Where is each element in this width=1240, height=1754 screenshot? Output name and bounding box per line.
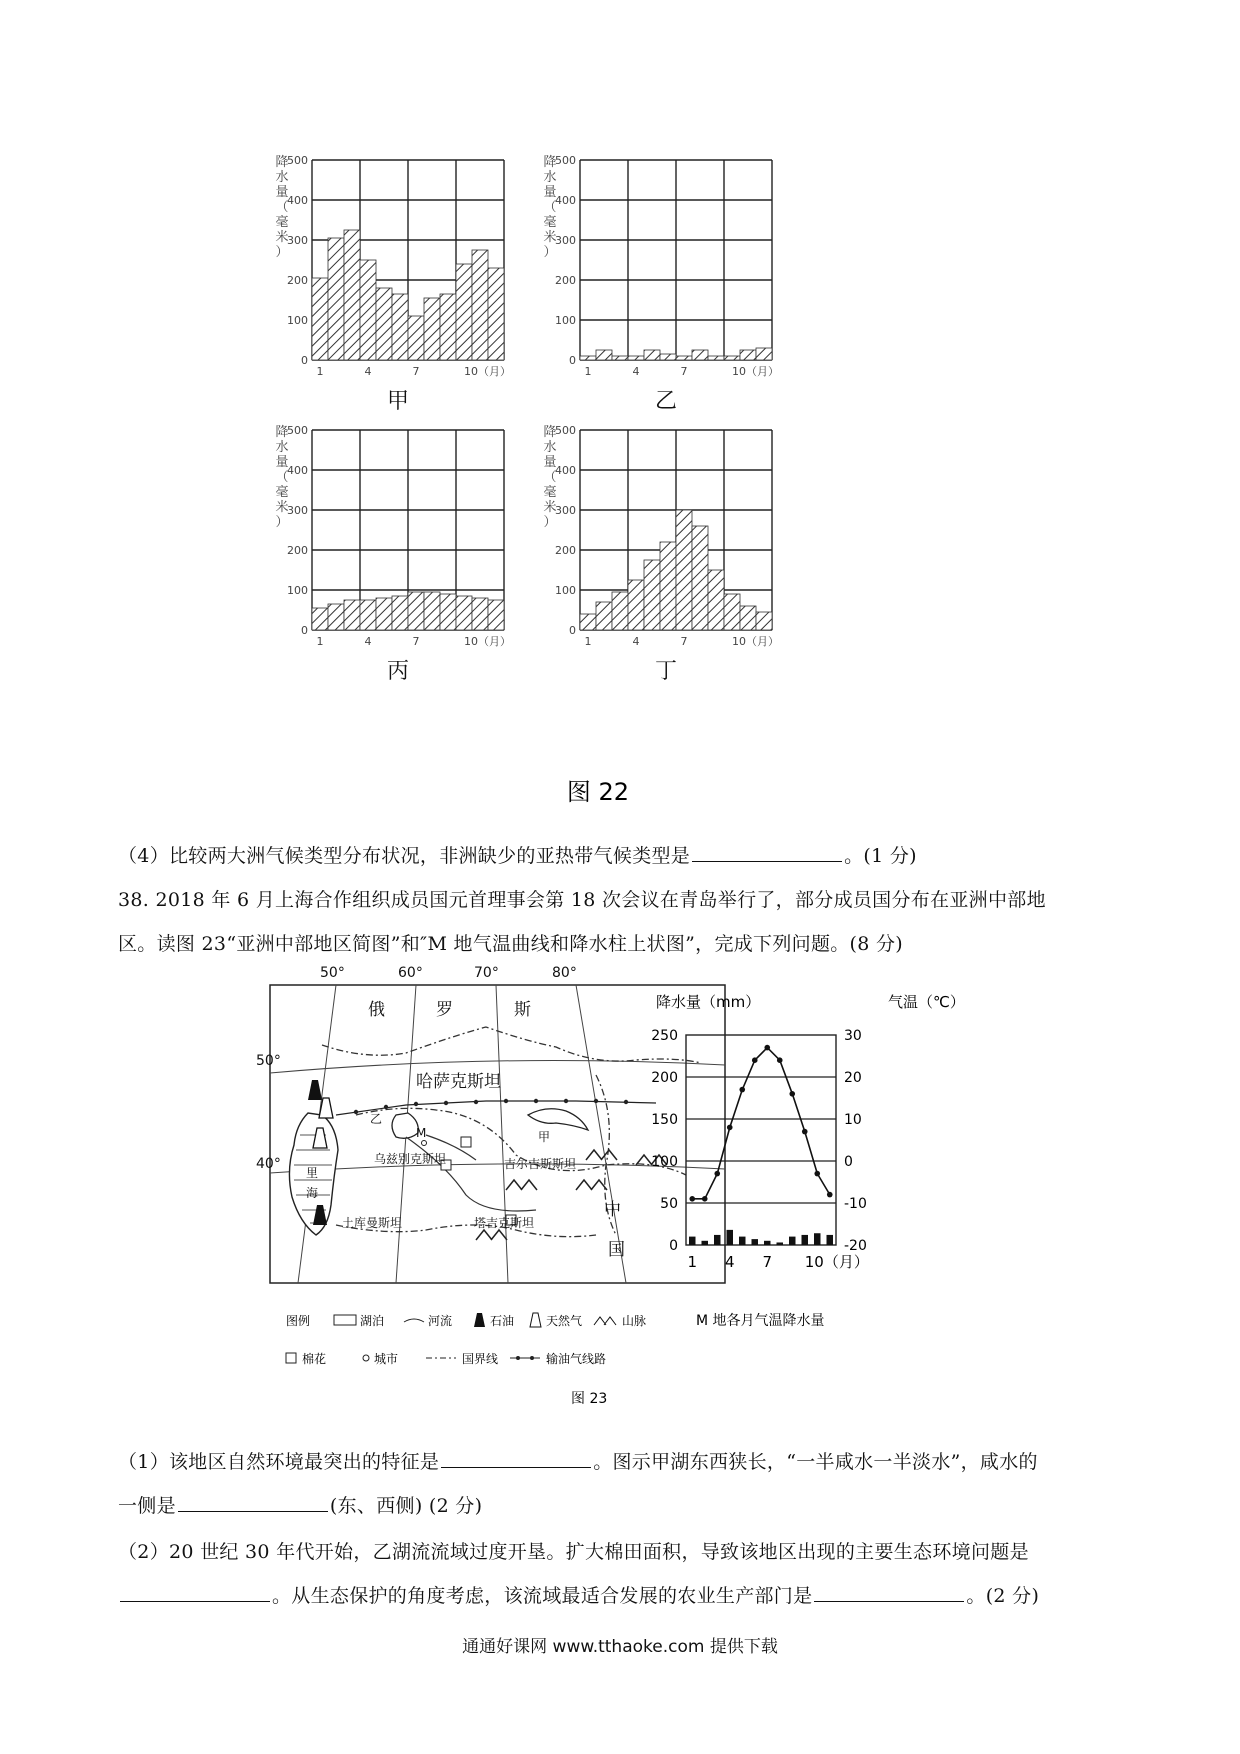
legend-lake: 湖泊 <box>360 1314 385 1328</box>
temp-point <box>802 1129 808 1135</box>
map-label-china-1: 中 <box>604 1200 621 1220</box>
y-axis-label-char: 米 <box>543 230 557 245</box>
temp-tick: 30 <box>844 1028 862 1044</box>
y-axis-label-char: （ <box>275 470 289 485</box>
precip-bar <box>777 1242 784 1245</box>
cotton-icon <box>286 1353 296 1363</box>
longitude-label-70: 70° <box>474 965 499 981</box>
precip-bar <box>692 350 708 360</box>
oil-icon <box>474 1313 485 1327</box>
question-1-text-c: 一侧是 <box>118 1495 176 1517</box>
question-2-line-2 <box>118 1582 1138 1610</box>
answer-blank-q2-b[interactable] <box>814 1583 964 1602</box>
lake-icon <box>334 1315 356 1325</box>
precip-tick: 200 <box>651 1070 678 1086</box>
temp-point <box>764 1045 770 1051</box>
page-footer: 通通好课网 www.tthaoke.com 提供下载 <box>462 1637 778 1657</box>
map-label-caspian-1: 里 <box>306 1166 319 1180</box>
precip-bar <box>676 356 692 360</box>
longitude-label-80: 80° <box>552 965 577 981</box>
question-1-line-1 <box>118 1448 1138 1476</box>
y-tick-label: 400 <box>287 464 308 477</box>
longitude-label-60: 60° <box>398 965 423 981</box>
y-axis-label-char: 毫 <box>543 485 557 500</box>
question-1-line-2 <box>118 1492 1138 1520</box>
precip-bar <box>440 294 456 360</box>
y-axis-label-char: 水 <box>275 170 289 185</box>
y-tick-label: 100 <box>287 314 308 327</box>
question-4 <box>118 842 1138 870</box>
y-tick-label: 500 <box>555 424 576 437</box>
question-38-line-2: 区。读图 23“亚洲中部地区简图”和″M 地气温曲线和降水柱上状图”，完成下列问题。(8 分) <box>118 933 904 955</box>
x-tick-label: 7 <box>762 1253 773 1271</box>
question-2-line-1: （2）20 世纪 30 年代开始，乙湖流流域过度开垦。扩大棉田面积，导致该地区出现的主要生态环境问题是 <box>118 1541 1029 1563</box>
precip-bar <box>312 278 328 360</box>
map-label-tajikistan: 塔吉克斯坦 <box>474 1216 535 1230</box>
y-axis-label-char: 毫 <box>275 485 289 500</box>
figure-23-caption: 图 23 <box>571 1391 608 1407</box>
x-tick-label: 10（月） <box>732 635 779 648</box>
question-2-text-b: 。从生态保护的角度考虑，该流域最适合发展的农业生产部门是 <box>272 1585 813 1607</box>
precip-bar <box>580 356 596 360</box>
panel-label: 丙 <box>386 659 410 684</box>
map-label-russia-3: 斯 <box>514 1000 531 1020</box>
legend-river: 河流 <box>428 1314 453 1328</box>
precip-chart-panel <box>275 424 511 684</box>
y-axis-label-char: （ <box>275 200 289 215</box>
map-label-kyrgyzstan: 吉尔吉斯斯坦 <box>504 1157 577 1171</box>
legend-oil: 石油 <box>490 1314 515 1328</box>
y-tick-label: 400 <box>555 464 576 477</box>
longitude-label-50: 50° <box>320 965 345 981</box>
map-label-russia-2: 罗 <box>436 1000 453 1020</box>
precip-bar <box>740 606 756 630</box>
y-axis-label-char: （ <box>543 470 557 485</box>
precip-bar <box>408 592 424 630</box>
map-label-russia-1: 俄 <box>368 1000 385 1020</box>
x-tick-label: 4 <box>364 365 372 378</box>
latitude-label-40: 40° <box>256 1156 281 1172</box>
y-tick-label: 500 <box>555 154 576 167</box>
temp-point <box>752 1057 758 1063</box>
precip-bar <box>344 230 360 360</box>
x-tick-label: 1 <box>687 1253 698 1271</box>
map-legend <box>286 1313 646 1366</box>
precip-chart-panel <box>275 154 511 414</box>
answer-blank-q1-a[interactable] <box>441 1449 591 1468</box>
precip-bar <box>714 1235 721 1245</box>
y-axis-label-char: 毫 <box>275 215 289 230</box>
y-axis-label-char: 降 <box>543 155 557 170</box>
mountain-icon <box>594 1317 616 1325</box>
precip-bar <box>488 268 504 360</box>
y-axis-label-char: 量 <box>275 455 289 470</box>
x-tick-label: 10（月） <box>464 635 511 648</box>
precip-bar <box>660 354 676 360</box>
question-2-text-c: 。(2 分) <box>966 1585 1040 1607</box>
y-tick-label: 300 <box>555 234 576 247</box>
figure-22 <box>270 150 970 820</box>
y-axis-label-char: 米 <box>543 500 557 515</box>
figure-23 <box>256 965 986 1435</box>
precip-bar <box>596 350 612 360</box>
figure-22-caption: 图 22 <box>566 778 630 806</box>
precip-bar <box>644 350 660 360</box>
map-label-china-2: 国 <box>608 1240 625 1260</box>
precip-bar <box>802 1235 809 1245</box>
question-1-text-d: (东、西侧) (2 分) <box>329 1495 483 1517</box>
panel-label: 乙 <box>654 389 678 414</box>
precip-bar <box>692 526 708 630</box>
precip-tick: 150 <box>651 1112 678 1128</box>
y-tick-label: 0 <box>569 354 576 367</box>
x-tick-label: 4 <box>632 635 640 648</box>
legend-pipeline: 输油气线路 <box>546 1352 607 1366</box>
precip-chart-panel <box>543 424 779 684</box>
legend-border: 国界线 <box>462 1352 499 1366</box>
y-axis-label-char: 水 <box>275 440 289 455</box>
precip-bar <box>408 316 424 360</box>
y-tick-label: 500 <box>287 154 308 167</box>
x-tick-label: 1 <box>584 635 592 648</box>
precip-tick: 100 <box>651 1154 678 1170</box>
temp-point <box>727 1125 733 1131</box>
precip-bar <box>727 1230 734 1245</box>
precip-bar <box>702 1241 709 1245</box>
y-tick-label: 200 <box>555 274 576 287</box>
temp-tick: 0 <box>844 1154 853 1170</box>
x-tick-label: 1 <box>316 635 324 648</box>
precip-bar <box>392 294 408 360</box>
y-axis-label-char: 降 <box>275 155 289 170</box>
y-axis-label-char: ） <box>543 515 557 530</box>
precip-bar <box>724 356 740 360</box>
question-1-text-a: （1）该地区自然环境最突出的特征是 <box>118 1451 440 1473</box>
question-4-text: （4）比较两大洲气候类型分布状况，非洲缺少的亚热带气候类型是 <box>118 845 691 867</box>
temp-tick: 20 <box>844 1070 862 1086</box>
temp-point <box>789 1091 795 1097</box>
temp-tick: -10 <box>844 1196 867 1212</box>
x-tick-label: 7 <box>412 635 420 648</box>
precip-bar <box>472 598 488 630</box>
precip-bar <box>708 356 724 360</box>
city-icon <box>363 1355 369 1361</box>
y-tick-label: 100 <box>555 584 576 597</box>
precip-bar <box>827 1235 834 1245</box>
precip-bar <box>580 614 596 630</box>
climate-chart-caption: M 地各月气温降水量 <box>696 1313 825 1329</box>
city-M <box>422 1141 427 1146</box>
precip-bar <box>456 264 472 360</box>
y-tick-label: 200 <box>287 274 308 287</box>
panel-label: 甲 <box>386 389 410 414</box>
y-tick-label: 200 <box>287 544 308 557</box>
y-tick-label: 0 <box>301 354 308 367</box>
map-label-lake-jia: 甲 <box>538 1130 551 1144</box>
answer-blank-q4[interactable] <box>692 843 842 862</box>
legend-city: 城市 <box>374 1352 399 1366</box>
legend-gas: 天然气 <box>546 1314 583 1328</box>
y-axis-label-char: 量 <box>275 185 289 200</box>
y-tick-label: 300 <box>555 504 576 517</box>
y-axis-label-char: 降 <box>275 425 289 440</box>
x-tick-label: 7 <box>412 365 420 378</box>
question-38-line-1: 38. 2018 年 6 月上海合作组织成员国元首理事会第 18 次会议在青岛举行了，部分成员国分布在亚洲中部地 <box>118 889 1046 911</box>
map-label-uzbekistan: 乌兹别克斯坦 <box>374 1152 447 1166</box>
temp-point <box>777 1057 783 1063</box>
precip-bar <box>360 600 376 630</box>
y-tick-label: 300 <box>287 504 308 517</box>
y-axis-label-char: 毫 <box>543 215 557 230</box>
latitude-label-50: 50° <box>256 1053 281 1069</box>
precip-bar <box>344 600 360 630</box>
x-tick-label: 7 <box>680 365 688 378</box>
y-tick-label: 0 <box>301 624 308 637</box>
x-tick-label: 1 <box>316 365 324 378</box>
map-label-m: M <box>416 1126 427 1140</box>
map-label-caspian-2: 海 <box>306 1186 319 1200</box>
precip-bar <box>328 604 344 630</box>
x-tick-label: 4 <box>632 365 640 378</box>
temp-point <box>739 1087 745 1093</box>
precip-bar <box>752 1239 759 1245</box>
temp-tick: -20 <box>844 1238 867 1254</box>
y-tick-label: 400 <box>555 194 576 207</box>
precip-bar <box>312 608 328 630</box>
temp-tick: 10 <box>844 1112 862 1128</box>
temp-point <box>827 1192 833 1198</box>
legend-title: 图例 <box>286 1314 311 1328</box>
map-label-turkmenistan: 土库曼斯坦 <box>342 1216 403 1230</box>
y-tick-label: 0 <box>569 624 576 637</box>
question-1-text-b: 。图示甲湖东西狭长，“一半咸水一半淡水”，咸水的 <box>593 1451 1038 1473</box>
precip-bar <box>628 580 644 630</box>
precip-bar <box>424 298 440 360</box>
map-label-kazakhstan: 哈萨克斯坦 <box>416 1072 501 1092</box>
precip-bar <box>376 598 392 630</box>
legend-mountain: 山脉 <box>622 1314 647 1328</box>
precip-bar <box>612 592 628 630</box>
precip-bar <box>756 612 772 630</box>
map-label-lake-yi: 乙 <box>370 1112 383 1126</box>
answer-blank-q2-a[interactable] <box>120 1583 270 1602</box>
precip-bar <box>740 350 756 360</box>
y-tick-label: 300 <box>287 234 308 247</box>
river-icon <box>404 1319 424 1322</box>
y-axis-label-char: 水 <box>543 440 557 455</box>
y-axis-label-char: ） <box>543 245 557 260</box>
precip-bar <box>689 1237 696 1245</box>
precip-bar <box>472 250 488 360</box>
y-axis-label-char: 米 <box>275 500 289 515</box>
temp-point <box>702 1196 708 1202</box>
y-axis-label-char: 量 <box>543 185 557 200</box>
precip-tick: 0 <box>669 1238 678 1254</box>
y-axis-label-char: （ <box>543 200 557 215</box>
precip-tick: 250 <box>651 1028 678 1044</box>
x-tick-label: 4 <box>724 1253 735 1271</box>
temp-point <box>814 1171 820 1177</box>
y-tick-label: 100 <box>287 584 308 597</box>
precip-chart-panel <box>543 154 779 414</box>
precip-axis-label: 降水量（mm） <box>656 993 761 1011</box>
x-tick-label: 10（月） <box>464 365 511 378</box>
precip-bar <box>392 596 408 630</box>
y-tick-label: 500 <box>287 424 308 437</box>
x-tick-label: 7 <box>680 635 688 648</box>
precip-bar <box>456 596 472 630</box>
precip-bar <box>789 1237 796 1245</box>
panel-label: 丁 <box>654 659 678 684</box>
answer-blank-q1-b[interactable] <box>178 1493 328 1512</box>
precip-bar <box>440 594 456 630</box>
y-axis-label-char: 米 <box>275 230 289 245</box>
y-axis-label-char: ） <box>275 245 289 260</box>
precip-bar <box>708 570 724 630</box>
precip-bar <box>628 356 644 360</box>
temp-point <box>714 1171 720 1177</box>
precip-bar <box>488 600 504 630</box>
precip-bar <box>814 1233 821 1245</box>
temp-point <box>689 1196 695 1202</box>
precip-bar <box>360 260 376 360</box>
precip-tick: 50 <box>660 1196 678 1212</box>
precip-bar <box>612 356 628 360</box>
y-tick-label: 100 <box>555 314 576 327</box>
y-axis-label-char: ） <box>275 515 289 530</box>
x-tick-label: 1 <box>584 365 592 378</box>
y-axis-label-char: 降 <box>543 425 557 440</box>
precip-bar <box>376 288 392 360</box>
y-tick-label: 200 <box>555 544 576 557</box>
y-axis-label-char: 水 <box>543 170 557 185</box>
question-4-points: 。(1 分) <box>844 845 917 867</box>
legend-cotton: 棉花 <box>302 1352 327 1366</box>
precip-bar <box>739 1237 746 1245</box>
precip-bar <box>596 602 612 630</box>
precip-bar <box>756 348 772 360</box>
precip-bar <box>660 542 676 630</box>
temp-axis-label: 气温（℃） <box>888 993 965 1011</box>
precip-bar <box>644 560 660 630</box>
precip-bar <box>676 510 692 630</box>
precip-bar <box>764 1241 771 1245</box>
x-tick-label: 10（月） <box>732 365 779 378</box>
y-axis-label-char: 量 <box>543 455 557 470</box>
precip-bar <box>328 238 344 360</box>
precip-bar <box>724 594 740 630</box>
y-tick-label: 400 <box>287 194 308 207</box>
cotton-symbol <box>461 1137 471 1147</box>
x-tick-label: 10（月） <box>804 1253 869 1271</box>
x-tick-label: 4 <box>364 635 372 648</box>
precip-bar <box>424 592 440 630</box>
gas-icon <box>530 1313 541 1327</box>
